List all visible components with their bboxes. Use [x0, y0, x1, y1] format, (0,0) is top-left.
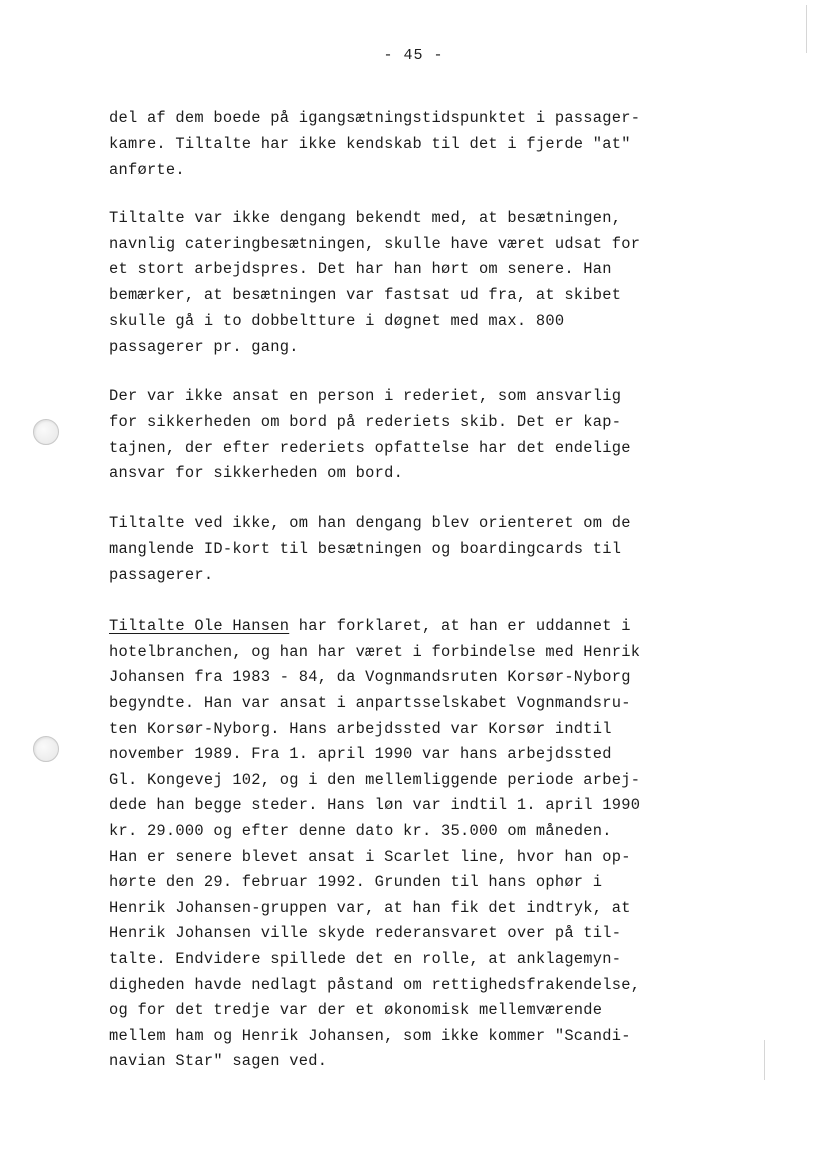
text-line: kamre. Tiltalte har ikke kendskab til det i fjerde "at" [109, 135, 631, 153]
text-line-remainder: har forklaret, at han er uddannet i [289, 617, 631, 635]
text-line: anførte. [109, 161, 185, 179]
text-line: dede han begge steder. Hans løn var indtil 1. april 1990 [109, 796, 641, 814]
text-line: for sikkerheden om bord på rederiets skib. Det er kap- [109, 413, 622, 431]
punch-hole-lower [33, 736, 59, 762]
text-line: begyndte. Han var ansat i anpartsselskabet Vognmandsru- [109, 694, 631, 712]
text-line: navnlig cateringbesætningen, skulle have været udsat for [109, 235, 641, 253]
text-line: bemærker, at besætningen var fastsat ud fra, at skibet [109, 286, 622, 304]
text-line: navian Star" sagen ved. [109, 1052, 328, 1070]
text-line: Johansen fra 1983 - 84, da Vognmandsruten Korsør-Nyborg [109, 668, 631, 686]
text-line: og for det tredje var der et økonomisk mellemværende [109, 1001, 603, 1019]
text-line: del af dem boede på igangsætningstidspunktet i passager- [109, 109, 641, 127]
text-line: ansvar for sikkerheden om bord. [109, 464, 404, 482]
text-line: kr. 29.000 og efter denne dato kr. 35.000 om måneden. [109, 822, 612, 840]
punch-hole-upper [33, 419, 59, 445]
text-line: mellem ham og Henrik Johansen, som ikke kommer "Scandi- [109, 1027, 631, 1045]
text-line: talte. Endvidere spillede det en rolle, at anklagemyn- [109, 950, 622, 968]
text-line: Henrik Johansen-gruppen var, at han fik det indtryk, at [109, 899, 631, 917]
text-line: digheden havde nedlagt påstand om rettighedsfrakendelse, [109, 976, 641, 994]
text-line: Han er senere blevet ansat i Scarlet line, hvor han op- [109, 848, 631, 866]
text-line: et stort arbejdspres. Det har han hørt om senere. Han [109, 260, 612, 278]
text-line: Gl. Kongevej 102, og i den mellemliggende periode arbej- [109, 771, 641, 789]
text-line: Tiltalte ved ikke, om han dengang blev orienteret om de [109, 514, 631, 532]
text-line: passagerer. [109, 566, 214, 584]
text-line: ten Korsør-Nyborg. Hans arbejdssted var Korsør indtil [109, 720, 612, 738]
scan-edge-mark-bottom [764, 1040, 765, 1080]
page-number: - 45 - [383, 47, 444, 64]
text-line: Henrik Johansen ville skyde rederansvaret over på til- [109, 924, 622, 942]
scan-edge-mark-top [806, 5, 807, 53]
text-line: hotelbranchen, og han har været i forbindelse med Henrik [109, 643, 641, 661]
text-line: passagerer pr. gang. [109, 338, 299, 356]
text-line: november 1989. Fra 1. april 1990 var hans arbejdssted [109, 745, 612, 763]
text-line: skulle gå i to dobbeltture i døgnet med max. 800 [109, 312, 565, 330]
text-line: manglende ID-kort til besætningen og boardingcards til [109, 540, 622, 558]
text-line: tajnen, der efter rederiets opfattelse har det endelige [109, 439, 631, 457]
text-line: Tiltalte var ikke dengang bekendt med, at besætningen, [109, 209, 622, 227]
text-line-with-name [109, 616, 631, 636]
text-line: Der var ikke ansat en person i rederiet, som ansvarlig [109, 387, 622, 405]
defendant-name-underlined: Tiltalte Ole Hansen [109, 617, 290, 635]
text-line: hørte den 29. februar 1992. Grunden til hans ophør i [109, 873, 603, 891]
